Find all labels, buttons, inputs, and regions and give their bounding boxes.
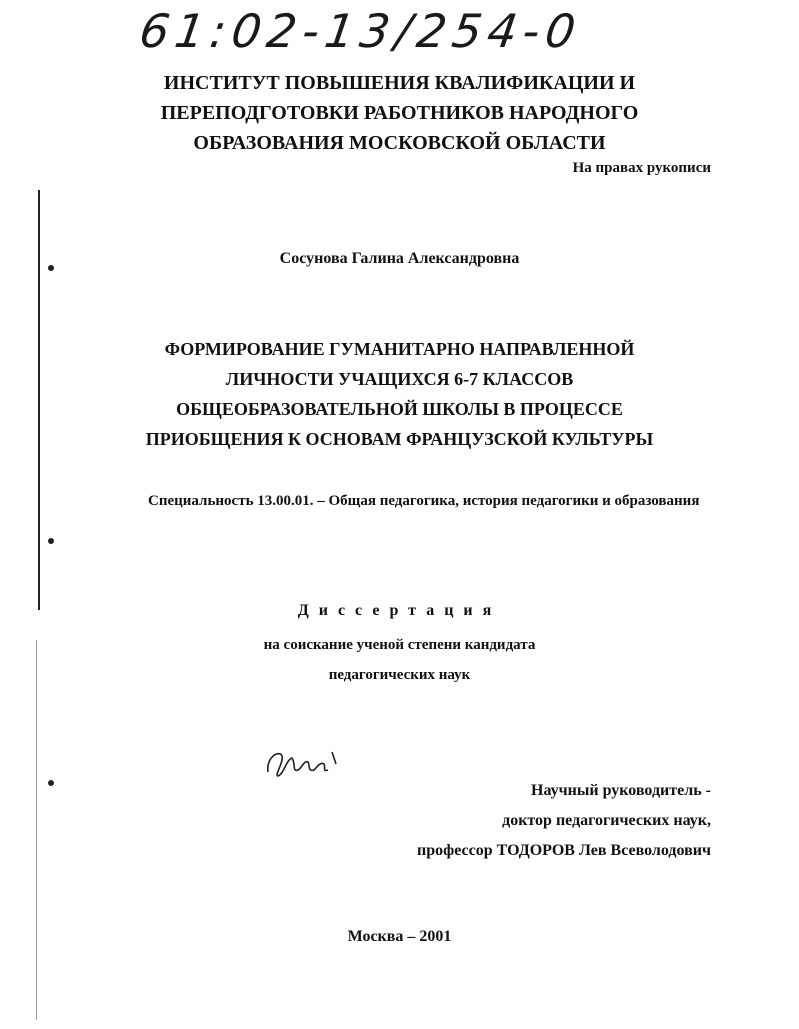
title-line: ОБЩЕОБРАЗОВАТЕЛЬНОЙ ШКОЛЫ В ПРОЦЕССЕ	[176, 399, 623, 419]
institute-name	[0, 68, 799, 158]
title-line: ЛИЧНОСТИ УЧАЩИХСЯ 6-7 КЛАССОВ	[225, 369, 574, 389]
institute-line: ИНСТИТУТ ПОВЫШЕНИЯ КВАЛИФИКАЦИИ И	[163, 72, 636, 94]
scan-dot	[48, 780, 54, 786]
supervisor-block	[417, 776, 711, 866]
city-year: Москва – 2001	[347, 928, 452, 945]
supervisor-line: доктор педагогических наук,	[502, 812, 711, 829]
dissertation-title	[0, 334, 799, 454]
scan-edge-line	[36, 640, 37, 1020]
supervisor-line: Научный руководитель -	[531, 782, 711, 799]
rights-note: На правах рукописи	[572, 160, 711, 176]
degree-line: на соискание ученой степени кандидата	[263, 637, 536, 653]
scan-dot	[48, 538, 54, 544]
title-line: ФОРМИРОВАНИЕ ГУМАНИТАРНО НАПРАВЛЕННОЙ	[164, 339, 635, 359]
institute-line: ПЕРЕПОДГОТОВКИ РАБОТНИКОВ НАРОДНОГО	[160, 102, 639, 124]
supervisor-line: профессор ТОДОРОВ Лев Всеволодович	[417, 842, 711, 859]
archive-number: 61:02-13/254-0	[136, 4, 585, 58]
degree-description	[0, 630, 799, 690]
degree-line: педагогических наук	[328, 667, 471, 683]
title-line: ПРИОБЩЕНИЯ К ОСНОВАМ ФРАНЦУЗСКОЙ КУЛЬТУРЫ	[145, 429, 654, 449]
institute-line: ОБРАЗОВАНИЯ МОСКОВСКОЙ ОБЛАСТИ	[193, 132, 606, 154]
author-name: Сосунова Галина Александровна	[279, 250, 520, 267]
specialty: Специальность 13.00.01. – Общая педагогика, история педагогики и образования	[148, 493, 700, 509]
dissertation-heading: Диссертация	[297, 602, 502, 619]
handwritten-signature	[262, 742, 352, 782]
